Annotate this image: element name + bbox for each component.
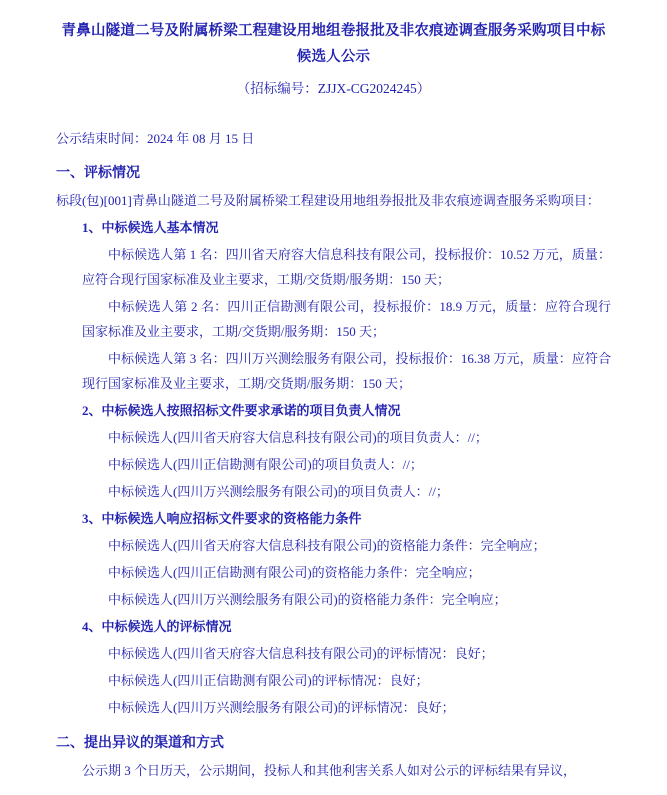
subsection-heading-project-manager: 2、中标候选人按照招标文件要求承诺的项目负责人情况 — [82, 403, 401, 418]
candidate-line: 中标候选人(四川省天府容大信息科技有限公司)的项目负责人：//； — [108, 430, 488, 445]
section-heading-evaluation: 一、评标情况 — [56, 166, 140, 181]
candidate-line: 中标候选人第 1 名：四川省天府容大信息科技有限公司，投标报价：10.52 万元，质量：应符合现行国家标准及业主要求，工期/交货期/服务期：150 天； — [82, 247, 611, 287]
candidate-line: 中标候选人(四川正信勘测有限公司)的资格能力条件：完全响应； — [108, 565, 481, 580]
tender-number: （招标编号：ZJJX-CG2024245） — [236, 81, 431, 96]
candidate-line: 中标候选人(四川万兴测绘服务有限公司)的资格能力条件：完全响应； — [108, 592, 507, 607]
subsection-heading-qualification: 3、中标候选人响应招标文件要求的资格能力条件 — [82, 511, 362, 526]
candidate-line: 中标候选人第 2 名：四川正信勘测有限公司，投标报价：18.9 万元，质量：应符合现行国家标准及业主要求，工期/交货期/服务期：150 天； — [82, 299, 611, 339]
candidate-line: 中标候选人第 3 名：四川万兴测绘服务有限公司，投标报价：16.38 万元，质量：应符合现行国家标准及业主要求，工期/交货期/服务期：150 天； — [82, 351, 611, 391]
lot-description: 标段(包)[001]青鼻山隧道二号及附属桥梁工程建设用地组券报批及非农痕迹调查服务采购项目： — [56, 193, 600, 208]
subsection-heading-evaluation-result: 4、中标候选人的评标情况 — [82, 619, 232, 634]
candidate-line: 中标候选人(四川省天府容大信息科技有限公司)的评标情况：良好； — [108, 646, 494, 661]
notice-end-time: 公示结束时间：2024 年 08 月 15 日 — [56, 131, 255, 146]
subsection-heading-basic-info: 1、中标候选人基本情况 — [82, 220, 219, 235]
objection-line: 公示期 3 个日历天，公示期间，投标人和其他利害关系人如对公示的评标结果有异议， — [82, 763, 577, 778]
candidate-line: 中标候选人(四川省天府容大信息科技有限公司)的资格能力条件：完全响应； — [108, 538, 546, 553]
candidate-line: 中标候选人(四川万兴测绘服务有限公司)的项目负责人：//； — [108, 484, 449, 499]
candidate-line: 中标候选人(四川万兴测绘服务有限公司)的评标情况：良好； — [108, 700, 455, 715]
candidate-line: 中标候选人(四川正信勘测有限公司)的项目负责人：//； — [108, 457, 423, 472]
page-title: 青鼻山隧道二号及附属桥梁工程建设用地组卷报批及非农痕迹调查服务采购项目中标候选人公示 — [61, 23, 606, 65]
section-heading-objection: 二、提出异议的渠道和方式 — [56, 736, 224, 751]
candidate-line: 中标候选人(四川正信勘测有限公司)的评标情况：良好； — [108, 673, 429, 688]
